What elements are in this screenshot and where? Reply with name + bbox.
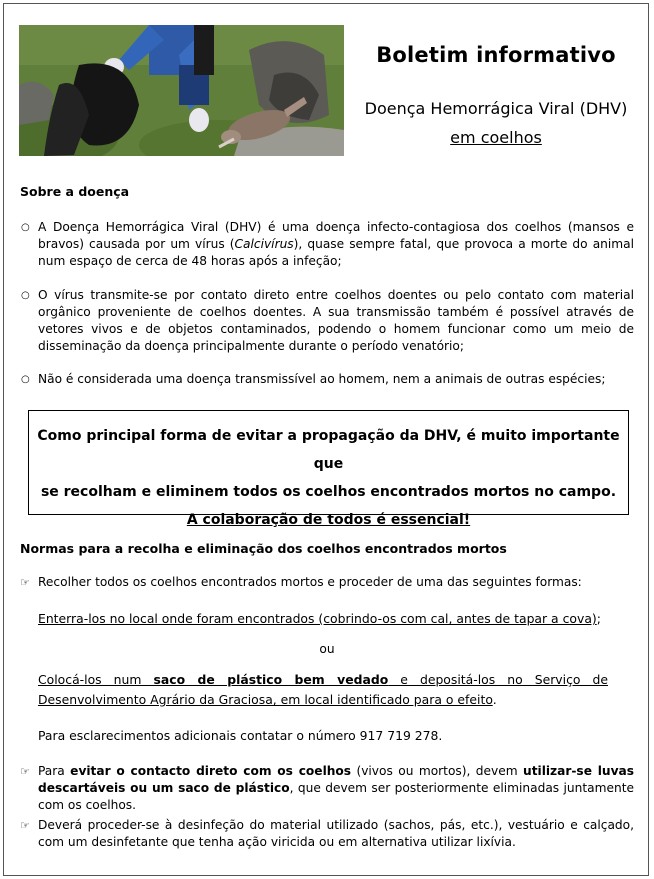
notice-line-1: Como principal forma de evitar a propagação da DHV, é muito importante que [37,428,620,472]
bullet-disease-definition: A Doença Hemorrágica Viral (DHV) é uma doença infecto-contagiosa dos coelhos (mansos e bravos) causada por um vírus (Calcivírus), quase sempre fatal, que provoca a morte do animal num espaço de cerca de 48 horas após a infeção; [38,220,634,268]
circle-bullet-icon: ○ [21,290,30,301]
bulletin-title: Boletim informativo [376,43,616,67]
pointing-hand-icon: ☞ [20,576,30,589]
circle-bullet-icon: ○ [21,374,30,385]
pointing-hand-icon: ☞ [20,765,30,778]
bullet-not-transmissible: Não é considerada uma doença transmissível ao homem, nem a animais de outras espécies; [38,372,606,386]
option-bury: Enterra-los no local onde foram encontrados (cobrindo-os com cal, antes de tapar a cova); [38,611,601,626]
bullet-transmission: O vírus transmite-se por contato direto entre coelhos doentes ou pelo contato com material orgânico proveniente de coelhos doentes. A sua transmissão também é possível através de vetores vivos e de objetos contaminados, podendo o homem funcionar como um meio de disseminação da doença principalmente durante o período venatório; [38,288,634,353]
rule-avoid-contact: Para evitar o contacto direto com os coelhos (vivos ou mortos), devem utilizar-se luvas descartáveis ou um saco de plástico, que devem ser posteriormente eliminadas juntamente com os coelhos. [38,764,635,812]
option-bag: Colocá-los num saco de plástico bem vedado e depositá-los no Serviço de Desenvolvimento Agrário da Graciosa, em local identificado para o efeito. [38,672,609,707]
rule-disinfection: Deverá proceder-se à desinfeção do material utilizado (sachos, pás, etc.), vestuário e calçado, com um desinfetante que tenha ação viricida ou em alternativa utilizar lixívia. [38,818,634,849]
rabbit-photo [19,25,344,156]
pointing-hand-icon: ☞ [20,819,30,832]
disease-subtitle: em coelhos [450,128,542,147]
contact-info: Para esclarecimentos adicionais contatar o número 917 719 278. [38,728,443,743]
circle-bullet-icon: ○ [21,222,30,233]
disease-title: Doença Hemorrágica Viral (DHV) [364,99,628,118]
notice-line-2: se recolham e eliminem todos os coelhos encontrados mortos no campo. [40,484,617,500]
notice-line-3: A colaboração de todos é essencial! [186,512,471,528]
section-heading-rules: Normas para a recolha e eliminação dos coelhos encontrados mortos [20,541,507,556]
section-heading-about: Sobre a doença [20,184,130,199]
rule-collect: Recolher todos os coelhos encontrados mortos e proceder de uma das seguintes formas: [38,575,582,589]
or-label: ou [319,642,335,656]
notice-box [28,410,629,528]
